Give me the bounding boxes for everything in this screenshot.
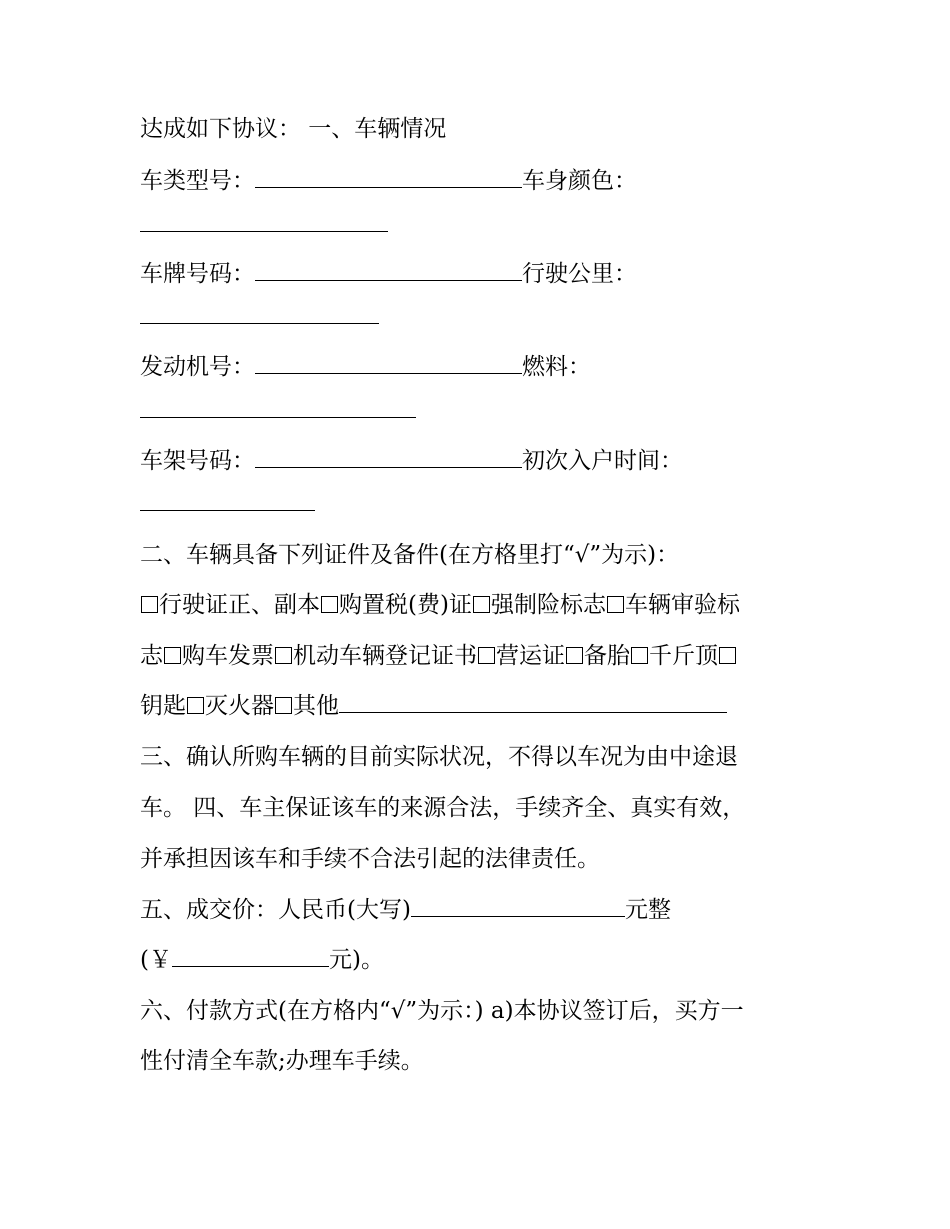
register-blank[interactable] [140,490,315,511]
other-blank[interactable] [339,692,727,713]
document-item: 机动车辆登记证书 [293,643,477,669]
document-item: 强制险标志 [490,592,606,618]
checkbox[interactable] [187,697,204,714]
section2-title [140,540,679,570]
model-blank[interactable] [255,167,522,188]
document-item: 千斤顶 [649,643,718,669]
frame-row [140,446,683,476]
section6-text-1: 六、付款方式(在方格内“√”为示：) a)本协议签订后，买方一 [140,998,744,1024]
color-blank[interactable] [140,211,388,232]
color-label: 车身颜色： [522,168,637,194]
checkbox[interactable] [566,647,583,664]
section6-line-1 [140,996,744,1026]
plate-label: 车牌号码： [140,261,255,287]
price-words-blank[interactable] [411,896,625,917]
price-label: 五、成交价：人民币(大写) [140,897,411,923]
section3-line-1 [140,742,738,772]
document-item: 备胎 [584,643,630,669]
section3-text-2: 车。 四、车主保证该车的来源合法，手续齐全、真实有效， [140,795,746,821]
frame-blank[interactable] [255,447,522,468]
engine-row [140,352,591,382]
price-figure-close: 元)。 [328,947,384,973]
price-figure-open: (￥ [140,947,172,973]
section3-text-3: 并承担因该车和手续不合法引起的法律责任。 [140,846,600,872]
checkbox[interactable] [321,596,338,613]
checkbox[interactable] [478,647,495,664]
intro-text: 达成如下协议： 一、车辆情况 [140,116,447,142]
engine-blank[interactable] [255,353,522,374]
fuel-label: 燃料： [522,354,591,380]
engine-label: 发动机号： [140,354,255,380]
plate-row [140,259,637,289]
documents-line-2 [140,641,737,671]
model-row [140,166,637,196]
documents-line-3 [140,691,727,721]
fuel-blank-row [140,396,416,426]
checkbox[interactable] [141,596,158,613]
section6-text-2: 性付清全车款;办理车手续。 [140,1048,424,1074]
checkbox[interactable] [164,647,181,664]
document-item: 车辆审验标 [624,592,740,618]
document-item: 购置税(费)证 [339,592,472,618]
price-row [140,895,671,925]
frame-label: 车架号码： [140,448,255,474]
document-item: 其他 [293,693,339,719]
checkbox[interactable] [275,697,292,714]
section3-text-1: 三、确认所购车辆的目前实际状况，不得以车况为由中途退 [140,744,738,770]
plate-blank[interactable] [255,260,522,281]
documents-line-1 [140,590,740,620]
checkbox[interactable] [631,647,648,664]
register-blank-row [140,489,315,519]
document-item: 灭火器 [205,693,274,719]
price-figure-row [140,945,384,975]
checkbox[interactable] [719,647,736,664]
checkbox[interactable] [275,647,292,664]
fuel-blank[interactable] [140,397,416,418]
register-label: 初次入户时间： [522,448,683,474]
checkbox[interactable] [473,596,490,613]
document-item: 钥匙 [140,693,186,719]
model-label: 车类型号： [140,168,255,194]
price-figure-blank[interactable] [172,946,329,967]
section6-line-2 [140,1046,424,1076]
section3-line-2 [140,793,745,823]
document-item: 志 [140,643,163,669]
document-item: 购车发票 [182,643,274,669]
mileage-blank-row [140,302,379,332]
section3-line-3 [140,844,600,874]
color-blank-row [140,210,388,240]
intro-line [140,114,446,144]
section2-title-text: 二、车辆具备下列证件及备件(在方格里打“√”为示)： [140,542,680,568]
document-item: 行驶证正、副本 [159,592,320,618]
mileage-blank[interactable] [140,303,379,324]
mileage-label: 行驶公里： [522,261,637,287]
price-unit: 元整 [624,897,671,923]
document-item: 营运证 [496,643,565,669]
checkbox[interactable] [607,596,624,613]
